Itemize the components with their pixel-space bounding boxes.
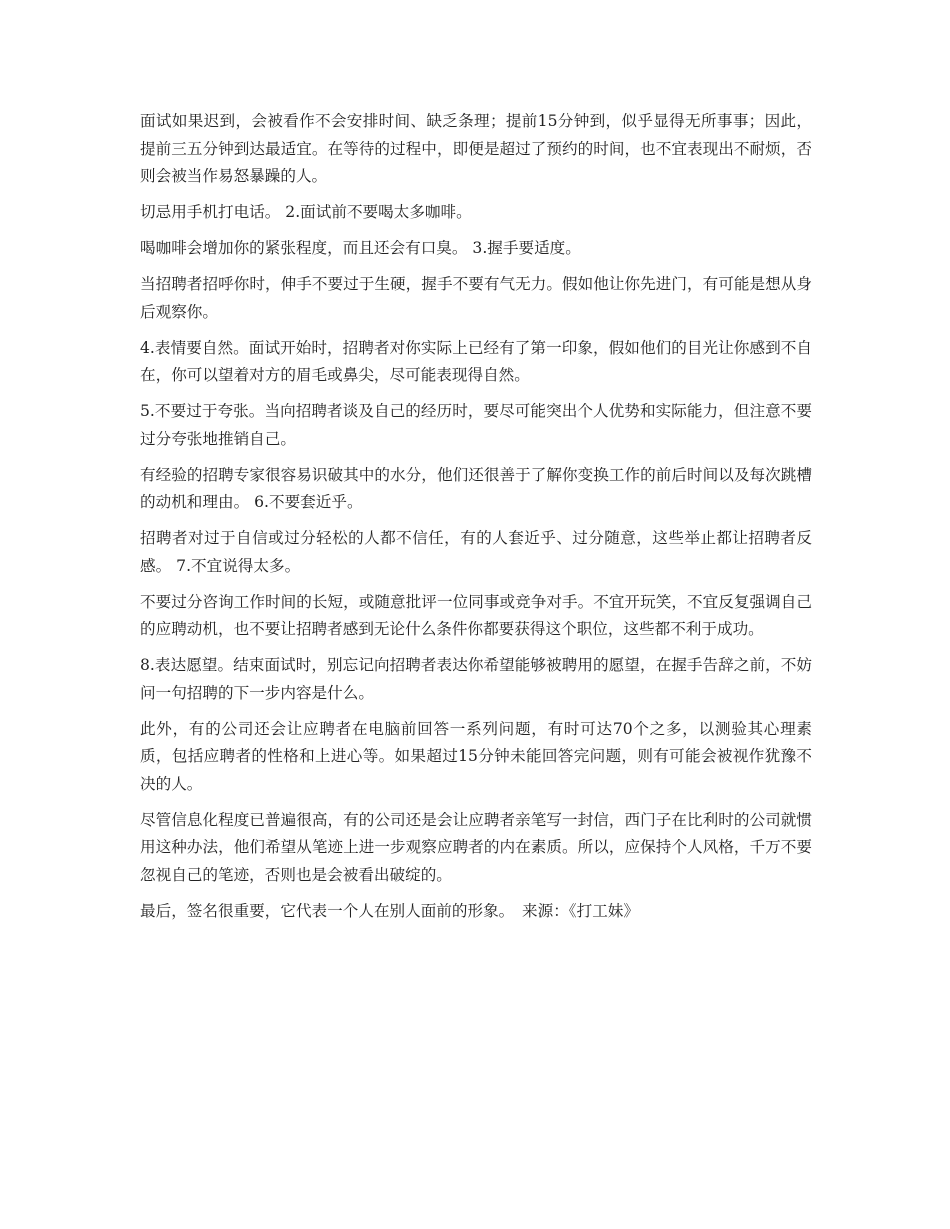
paragraph-handshake: 当招聘者招呼你时，伸手不要过于生硬，握手不要有气无力。假如他让你先进门，有可能是想从身后观察你。	[140, 275, 812, 321]
paragraph-late-arrival: 面试如果迟到，会被看作不会安排时间、缺乏条理；提前15分钟到，似乎显得无所事事；因此，提前三五分钟到达最适宜。在等待的过程中，即便是超过了预约的时间，也不宜表现出不耐烦，否则会被当作易怒暴躁的人。	[140, 112, 812, 185]
paragraph-computer-test: 此外，有的公司还会让应聘者在电脑前回答一系列问题，有时可达70个之多，以测验其心理素质，包括应聘者的性格和上进心等。如果超过15分钟未能回答完问题，则有可能会被视作犹豫不决的人。	[140, 719, 812, 793]
paragraph-expression: 4.表情要自然。面试开始时，招聘者对你实际上已经有了第一印象，假如他们的目光让你感到不自在，你可以望着对方的眉毛或鼻尖，尽可能表现得自然。	[140, 338, 812, 384]
paragraph-dont-talk-too-much: 不要过分咨询工作时间的长短，或随意批评一位同事或竞争对手。不宜开玩笑，不宜反复强调自己的应聘动机，也不要让招聘者感到无论什么条件你都要获得这个职位，这些都不利于成功。	[140, 592, 812, 638]
paragraph-handwriting: 尽管信息化程度已普遍很高，有的公司还是会让应聘者亲笔写一封信，西门子在比利时的公司就惯用这种办法，他们希望从笔迹上进一步观察应聘者的内在素质。所以，应保持个人风格，千万不要忽视自己的笔迹，否则也是会被看出破绽的。	[140, 810, 812, 884]
paragraph-signature-source: 最后，签名很重要，它代表一个人在别人面前的形象。 来源：《打工妹》	[140, 901, 639, 920]
paragraph-familiarity: 招聘者对过于自信或过分轻松的人都不信任，有的人套近乎、过分随意，这些举止都让招聘者反感。 7.不宜说得太多。	[140, 529, 812, 575]
paragraph-exaggeration: 5.不要过于夸张。当向招聘者谈及自己的经历时，要尽可能突出个人优势和实际能力，但注意不要过分夸张地推销自己。	[140, 402, 812, 448]
paragraph-experience: 有经验的招聘专家很容易识破其中的水分，他们还很善于了解你变换工作的前后时间以及每次跳槽的动机和理由。 6.不要套近乎。	[140, 465, 812, 511]
paragraph-coffee-handshake: 喝咖啡会增加你的紧张程度，而且还会有口臭。 3.握手要适度。	[140, 239, 581, 257]
paragraph-express-wish: 8.表达愿望。结束面试时，别忘记向招聘者表达你希望能够被聘用的愿望，在握手告辞之前，不妨问一句招聘的下一步内容是什么。	[140, 656, 812, 702]
paragraph-phone-coffee: 切忌用手机打电话。 2.面试前不要喝太多咖啡。	[140, 203, 472, 221]
document-body	[140, 108, 812, 934]
